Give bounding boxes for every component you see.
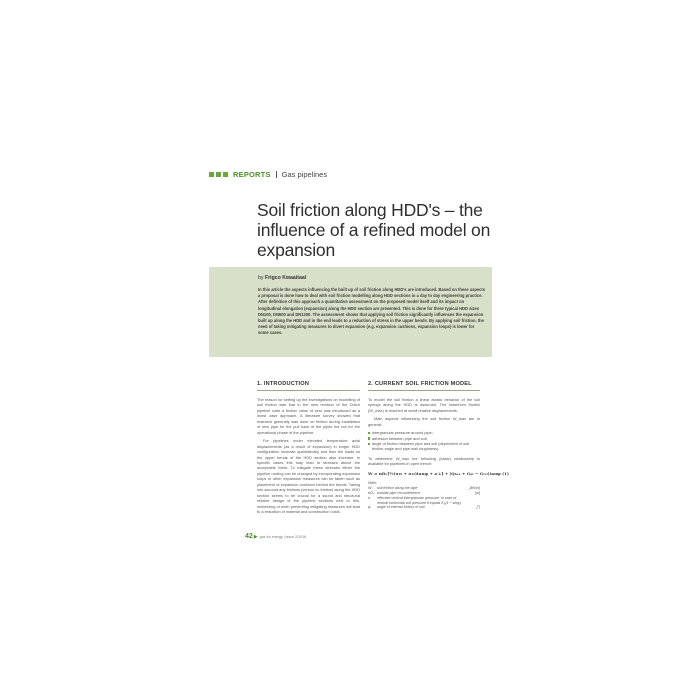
introduction-heading: 1. INTRODUCTION: [257, 381, 360, 391]
list-item: angle of friction between pipe and soil (dependent of soil friction angle and pipe wall roughness).: [368, 441, 480, 452]
variable-description: effective vertical intergranular pressure, in case of neutral horizontal soil pressure it equals K₀(1 − sinφ): [377, 495, 461, 505]
column-soil-friction-model: [368, 381, 509, 510]
model-paragraph-3: To determine W_max the following (basic) relationship is available for pipelines in open trench:: [368, 455, 480, 467]
variable-legend: [368, 486, 480, 511]
model-heading: 2. CURRENT SOIL FRICTION MODEL: [368, 381, 480, 391]
byline-prefix: by: [258, 275, 264, 281]
abstract-text: In this article the aspects influencing the built up of soil friction along HDD's are introduced. Based on these aspects a proposal is done how to deal with soil friction modelling along HDD sections in a day to day engineering practice. After definition of this approach a quantitative assessment on the proposed model itself and its impact on longitudinal elongation (expansion) along the HDD section are presented. This is done for three typical HDD sizes DN100, DN600 and DN1200. The assessment shows that applying soil friction significantly influences the expansion built up along the HDD and in the end leads to a reduction of stress in the upper bends. By applying soil friction, the need of taking mitigating measures to divert expansion (e.g. expansion cushions, expansion loops) is lower for some cases.: [258, 287, 486, 336]
list-item: adhesion between pipe and soil;: [368, 436, 480, 441]
column-introduction: [257, 381, 360, 518]
section-label: REPORTS: [233, 169, 271, 179]
variable-symbol: πDₒ: [368, 490, 375, 495]
byline: [258, 275, 306, 281]
page-footer: [245, 533, 306, 540]
abstract-box: [209, 267, 492, 357]
article-title: Soil friction along HDD's – the influence of a refined model on expansion: [257, 200, 491, 260]
section-marker-icon: [209, 172, 228, 177]
aspects-list: [368, 430, 480, 452]
table-row: [368, 496, 480, 506]
variable-description: angle of internal friction of soil: [377, 505, 425, 510]
variable-symbol: W: [368, 485, 372, 490]
model-paragraph-2: Main aspects influencing the soil friction W_max are in general:: [368, 416, 480, 427]
header-divider: [276, 171, 277, 178]
list-item: intergranular pressure around pipe;: [368, 430, 480, 435]
introduction-paragraph-2: For pipelines under elevated temperature axial displacements (as a result of expansion) in longer HDD configuration increase quadratically and thus the loads on the upper bends of the HDD section also increase. In specific cases this may lead to stresses above the acceptable limits. To mitigate these stresses either the pipeline routing can be changed by incorporating expansion loops or other expansion measures can be taken such as placement of expansion cushions behind the bends. Taking into account any frictions (versus no friction) along the HDD section seems to be crucial for a sound and structural reliable design of the pipeline sections next to this, minimizing or even preventing mitigating measures will lead to a reduction of material and construction costs.: [257, 438, 360, 515]
section-header: [209, 168, 327, 180]
page-number: 42: [245, 533, 253, 540]
journal-name: gas for energy | Issue 2/2016: [259, 534, 307, 539]
table-row: [368, 505, 480, 510]
section-subtitle: Gas pipelines: [281, 169, 328, 179]
variable-symbol: φ: [368, 505, 371, 510]
variable-symbol: σ: [368, 495, 371, 500]
arrow-right-icon: ▶: [253, 533, 258, 540]
variable-unit: [°]: [476, 505, 480, 510]
variable-unit: [466, 496, 480, 506]
with-label: With:: [368, 479, 377, 485]
variable-unit: [m]: [475, 490, 480, 495]
introduction-paragraph-1: The reason for setting up the investigations on modelling of soil friction was that in the new revision of the Dutch pipeline code a friction value of zero was introduced as a worst case approach. A literature survey showed that research generally was done on friction during installation of new pipe for the pull back of the pipes but not for the operational phase of the pipeline.: [257, 397, 360, 435]
variable-description: soil friction along the pipe: [377, 485, 418, 490]
model-paragraph-1: To model the soil friction a linear elastic behavior of the soil springs along the HDD is assumed. The maximum friction (W_max) is reached at small relative displacements.: [368, 397, 480, 413]
variable-unit: [kN/m]: [469, 485, 480, 490]
friction-formula: W = πDₒ[½(σ₁₀ + σ₁₂)tanφ + a·λ] + |Qₕₐₓ + Gₚₗ − Gₗₒₜ|tanφ (1): [368, 470, 509, 476]
variable-description: outside pipe circumference: [377, 490, 420, 495]
author-name: Frigco Kwaaitaal: [264, 275, 307, 281]
